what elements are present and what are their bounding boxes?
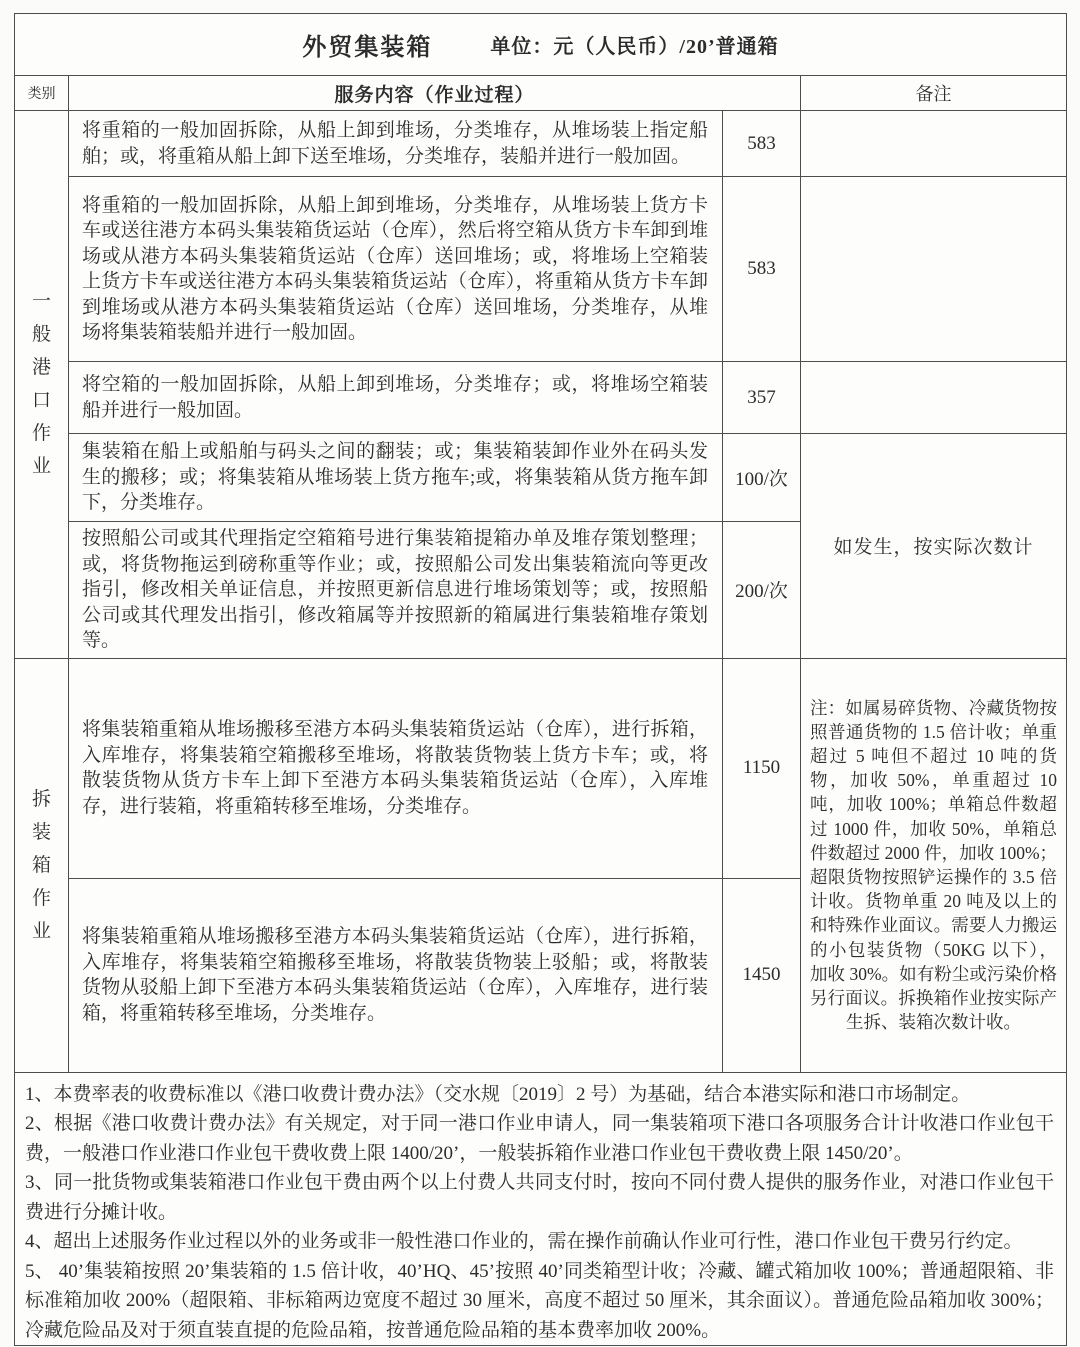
service-desc-2: 将重箱的一般加固拆除，从船上卸到堆场，分类堆存，从堆场装上货方卡车或送往港方本码头集装箱货运站（仓库），然后将空箱从货方卡车卸到堆场或从港方本码头集装箱货运站（仓库）送回堆场；或，将堆场上空箱装上货方卡车或送往港方本码头集装箱货运站（仓库），将重箱从货方卡车卸到堆场或从港方本码头集装箱货运站（仓库）送回堆场，分类堆存，从堆场将集装箱装船并进行一般加固。 [69,177,723,362]
table-row [15,177,1067,362]
footnote-1: 1、本费率表的收费标准以《港口收费计费办法》（交水规〔2019〕2 号）为基础，结合本港实际和港口市场制定。 [25,1083,971,1105]
header-service: 服务内容（作业过程） [69,76,801,111]
fee-3: 357 [723,362,801,434]
category-stuff-strip-label: 拆装箱作业 [31,788,51,942]
header-remark: 备注 [801,76,1067,111]
category-stuff-strip [15,658,69,1072]
service-desc-1: 将重箱的一般加固拆除，从船上卸到堆场，分类堆存，从堆场装上指定船舶；或，将重箱从船上卸下送至堆场，分类堆存，装船并进行一般加固。 [69,111,723,177]
header-category: 类别 [15,76,69,111]
remark-stuff-strip-note: 注：如属易碎货物、冷藏货物按照普通货物的 1.5 倍计收；单重超过 5 吨但不超过 10 吨的货物，加收 50%，单重超过 10 吨，加收 100%；单箱总件数超过 1000 件，加收 50%，单箱总件数超过 2000 件，加收 100%；超限货物按照铲运操作的 3.5 倍计收。货物单重 20 吨及以上的和特殊作业面议。需要人力搬运的小包装货物（50KG 以下），加收 30%。如有粉尘或污染价格另行面议。拆换箱作业按实际产生拆、装箱次数计收。 [801,658,1067,1072]
service-desc-7: 将集装箱重箱从堆场搬移至港方本码头集装箱货运站（仓库），进行拆箱，入库堆存，将集装箱空箱搬移至堆场，将散装货物装上驳船；或，将散装货物从驳船上卸下至港方本码头集装箱货运站（仓库），入库堆存，进行装箱，将重箱转移至堆场，分类堆存。 [69,878,723,1072]
title-row [15,14,1067,76]
fee-6: 1150 [723,658,801,878]
remark-per-occurrence: 如发生，按实际次数计 [801,434,1067,659]
footnote-2: 2、根据《港口收费计费办法》有关规定，对于同一港口作业申请人，同一集装箱项下港口各项服务合计计收港口作业包干费，一般港口作业港口作业包干费收费上限 1400/20’，一般装拆箱作业港口作业包干费收费上限 1450/20’。 [25,1113,1055,1164]
category-general-port-label: 一般港口作业 [31,291,51,478]
footnotes-row [15,1072,1067,1346]
doc-unit: 单位：元（人民币）/20’普通箱 [490,36,779,58]
fee-4: 100/次 [723,434,801,522]
fee-7: 1450 [723,878,801,1072]
service-desc-3: 将空箱的一般加固拆除，从船上卸到堆场，分类堆存；或，将堆场空箱装船并进行一般加固。 [69,362,723,434]
footnote-3: 3、同一批货物或集装箱港口作业包干费由两个以上付费人共同支付时，按向不同付费人提供的服务作业，对港口作业包干费进行分摊计收。 [25,1172,1055,1223]
remark-1 [801,111,1067,177]
header-row [15,76,1067,111]
remark-2 [801,177,1067,362]
service-desc-4: 集装箱在船上或船舶与码头之间的翻装；或；集装箱装卸作业外在码头发生的搬移；或；将集装箱从堆场装上货方拖车;或，将集装箱从货方拖车卸下，分类堆存。 [69,434,723,522]
footnote-5: 5、 40’集装箱按照 20’集装箱的 1.5 倍计收，40’HQ、45’按照 40’同类箱型计收；冷藏、罐式箱加收 100%；普通超限箱、非标准箱加收 200%（超限箱、非标箱两边宽度不超过 30 厘米，高度不超过 50 厘米，其余面议）。普通危险品箱加收 300%；冷藏危险品及对于须直装直提的危险品箱，按普通危险品箱的基本费率加收 200%。 [25,1260,1055,1341]
table-row [15,111,1067,177]
table-row [15,434,1067,522]
category-general-port [15,111,69,659]
footnotes-cell [15,1072,1067,1346]
fee-table [14,13,1067,1346]
footnote-4: 4、超出上述服务作业过程以外的业务或非一般性港口作业的，需在操作前确认作业可行性，港口作业包干费另行约定。 [25,1231,1023,1252]
table-row [15,658,1067,878]
service-desc-5: 按照船公司或其代理指定空箱箱号进行集装箱提箱办单及堆存策划整理；或，将货物拖运到磅称重等作业；或，按照船公司发出集装箱流向等更改指引，修改相关单证信息，并按照更新信息进行堆场策划等；或，按照船公司或其代理发出指引，修改箱属等并按照新的箱属进行集装箱堆存策划等。 [69,522,723,659]
fee-2: 583 [723,177,801,362]
service-desc-6: 将集装箱重箱从堆场搬移至港方本码头集装箱货运站（仓库），进行拆箱，入库堆存，将集装箱空箱搬移至堆场，将散装货物装上货方卡车；或，将散装货物从货方卡车上卸下至港方本码头集装箱货运站（仓库），入库堆存，进行装箱，将重箱转移至堆场，分类堆存。 [69,658,723,878]
table-row [15,362,1067,434]
doc-title: 外贸集装箱 [302,35,433,61]
remark-3 [801,362,1067,434]
fee-5: 200/次 [723,522,801,659]
title-cell [15,14,1067,76]
fee-1: 583 [723,111,801,177]
